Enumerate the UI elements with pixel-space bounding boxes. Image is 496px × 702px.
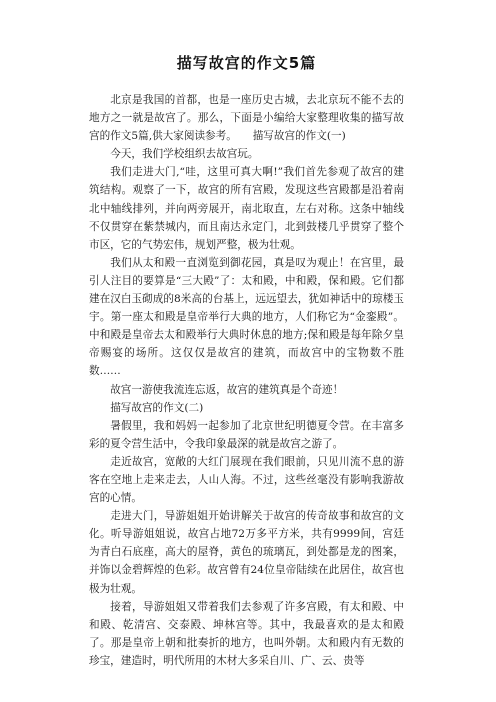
paragraph: 走近故宫，宽敞的大红门展现在我们眼前，只见川流不息的游客在空地上走来走去，人山人海。不过，这些丝毫没有影响我游故宫的心情。: [89, 455, 404, 505]
paragraph: 北京是我国的首都，也是一座历史古城，去北京玩不能不去的地方之一就是故宫了。那么，下面是小编给大家整理收集的描写故宫的作文5篇,供大家阅读参考。 描写故宫的作文(一): [89, 94, 404, 143]
paragraph: 我们走进大门,“哇，这里可真大啊!”我们首先参观了故宫的建筑结构。观察了一下，故宫的所有宫殿，发现这些宫殿都是沿着南北中轴线排列，并向两旁展开，南北取直，左右对称。这条中轴线不仅贯穿在紫禁城内，而且南达永定门，北到鼓楼几乎贯穿了整个市区，它的气势宏伟，规划严整，极为壮观。: [89, 166, 404, 251]
paragraph: 我们从太和殿一直浏览到御花园，真是叹为观止！在宫里，最引人注目的要算是“三大殿”了：太和殿，中和殿，保和殿。它们都建在汉白玉砌成的8米高的台基上，远远望去，犹如神话中的琼楼玉宇。第一座太和殿是皇帝举行大典的地方，人们称它为“金銮殿”。中和殿是皇帝去太和殿举行大典时休息的地方;保和殿是每年除夕皇帝赐宴的场所。这仅仅是故宫的建筑，而故宫中的宝物数不胜数……: [89, 256, 404, 378]
paragraph: 走进大门，导游姐姐开始讲解关于故宫的传奇故事和故宫的文化。听导游姐姐说，故宫占地72万多平方米，共有9999间，宫廷为青白石底座，高大的屋脊，黄色的琉璃瓦，到处都是龙的图案，并饰以金碧辉煌的色彩。故宫曾有24位皇帝陆续在此居住，故宫也极为壮观。: [89, 510, 404, 595]
paragraph: 接着，导游姐姐又带着我们去参观了许多宫殿，有太和殿、中和殿、乾清宫、交泰殿、坤林宫等。其中，我最喜欢的是太和殿了。那是皇帝上朝和批奏折的地方，也叫外朝。太和殿内有无数的珍宝，建造时，明代所用的木材大多采自川、广、云、贵等: [89, 600, 404, 667]
paragraph: 今天，我们学校组织去故宫玩。: [110, 148, 259, 161]
paragraph: 暑假里，我和妈妈一起参加了北京世纪明德夏令营。在丰富多彩的夏令营生活中，令我印象最深的就是故宫之游了。: [89, 419, 404, 450]
document-title: 描写故宫的作文5篇: [176, 54, 317, 72]
document-body: [89, 91, 404, 670]
paragraph: 故宫一游使我流连忘返，故宫的建筑真是个奇迹！: [110, 383, 344, 396]
section-heading: 描写故宫的作文(二): [110, 401, 204, 414]
